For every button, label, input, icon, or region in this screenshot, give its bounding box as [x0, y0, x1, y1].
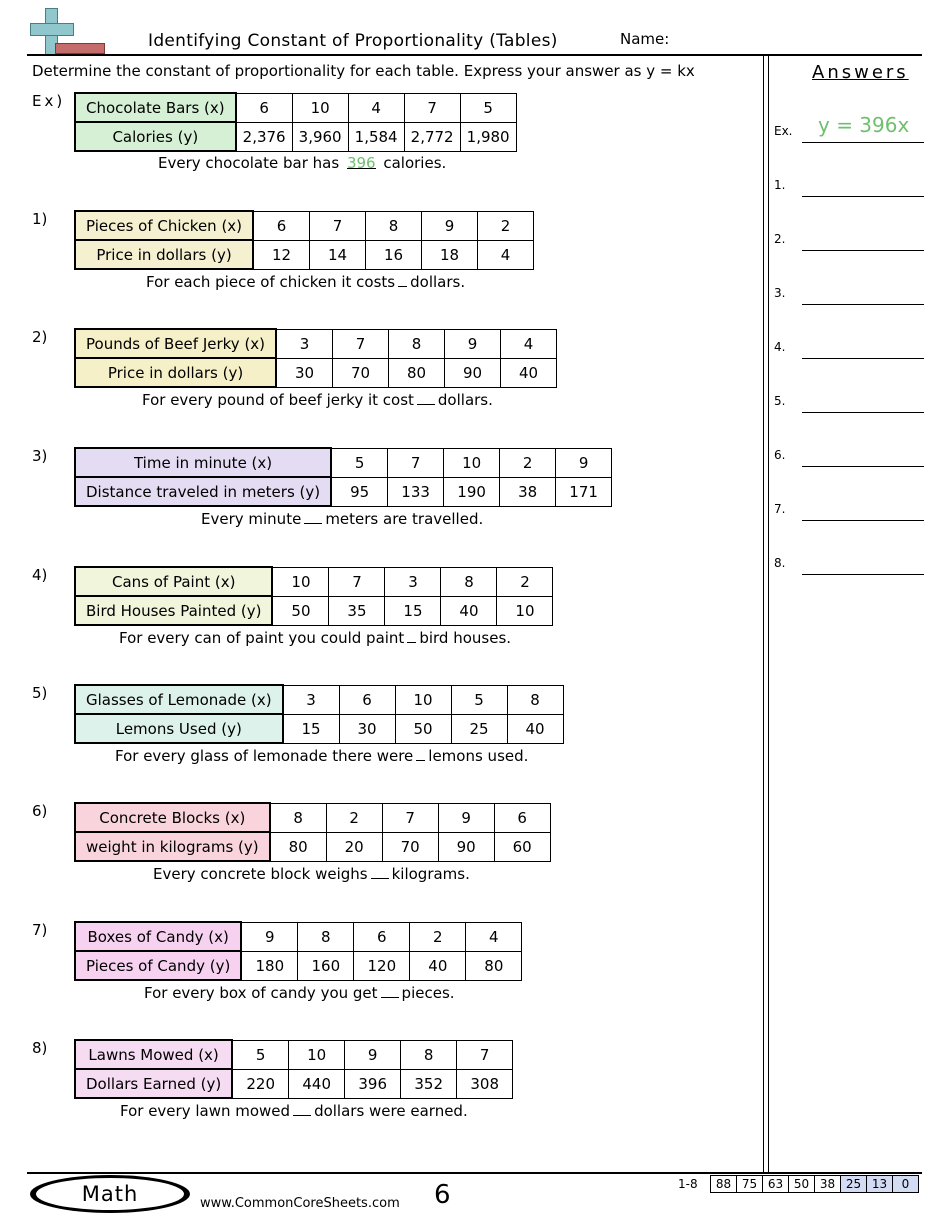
problem-number: 2): [32, 328, 48, 346]
y-header: Price in dollars (y): [75, 358, 276, 387]
problem-number: 7): [32, 921, 48, 939]
answer-label: 1.: [774, 178, 786, 192]
x-value: 5: [232, 1040, 289, 1069]
problem-table: [74, 921, 522, 981]
score-cell: 38: [815, 1176, 841, 1193]
y-header: Distance traveled in meters (y): [75, 477, 331, 506]
table-row-y: [75, 240, 534, 269]
y-value: 25: [451, 714, 507, 743]
table-row-x: [75, 211, 534, 240]
x-header: Lawns Mowed (x): [75, 1040, 232, 1069]
problem-sentence: [144, 983, 455, 1002]
y-value: 80: [466, 951, 522, 980]
x-value: 7: [404, 93, 460, 122]
answer-blank[interactable]: [293, 1101, 311, 1116]
answer-line[interactable]: [802, 574, 924, 575]
x-value: 9: [345, 1040, 401, 1069]
sentence-before: For each piece of chicken it costs: [146, 273, 396, 291]
sentence-before: For every glass of lemonade there were: [115, 747, 414, 765]
y-value: 4: [478, 240, 534, 269]
problem-table: [74, 802, 551, 862]
x-value: 7: [310, 211, 366, 240]
x-value: 4: [348, 93, 404, 122]
problem-sentence: [142, 390, 493, 409]
y-value: 12: [253, 240, 310, 269]
answer-line[interactable]: [802, 196, 924, 197]
x-value: 6: [236, 93, 293, 122]
y-value: 30: [276, 358, 333, 387]
problem-table: [74, 566, 553, 626]
x-value: 5: [451, 685, 507, 714]
problem-sentence: [153, 864, 470, 883]
score-cell: 13: [867, 1176, 893, 1193]
sentence-after: dollars.: [410, 273, 466, 291]
x-value: 2: [500, 448, 556, 477]
x-value: 8: [441, 567, 497, 596]
example-answer-blank: 396: [346, 154, 376, 172]
problem-number: 8): [32, 1039, 48, 1057]
answer-line[interactable]: [802, 466, 924, 467]
table-row-y: [75, 832, 550, 861]
table-row-x: [75, 448, 612, 477]
y-value: 120: [354, 951, 410, 980]
y-value: 133: [388, 477, 444, 506]
y-header: weight in kilograms (y): [75, 832, 270, 861]
problem-sentence: [146, 272, 465, 291]
x-value: 10: [289, 1040, 345, 1069]
answer-label: 2.: [774, 232, 786, 246]
x-header: Chocolate Bars (x): [75, 93, 236, 122]
footer-rule: [27, 1172, 922, 1174]
x-value: 8: [298, 922, 354, 951]
x-header: Cans of Paint (x): [75, 567, 272, 596]
problem-table: [74, 684, 564, 744]
answer-divider-left: [763, 56, 764, 1172]
answer-divider-right: [768, 56, 769, 1172]
y-value: 190: [444, 477, 500, 506]
answer-label-example: Ex.: [774, 124, 793, 138]
y-value: 15: [283, 714, 340, 743]
x-header: Pieces of Chicken (x): [75, 211, 253, 240]
website-link[interactable]: www.CommonCoreSheets.com: [200, 1196, 400, 1211]
y-header: Price in dollars (y): [75, 240, 253, 269]
answer-line[interactable]: [802, 358, 924, 359]
table-row-x: [75, 329, 557, 358]
answer-blank[interactable]: [416, 746, 425, 761]
y-value: 1,980: [460, 122, 516, 151]
x-value: 10: [292, 93, 348, 122]
y-value: 30: [339, 714, 395, 743]
table-row-x: [75, 1040, 513, 1069]
sentence-after: calories.: [383, 154, 447, 172]
x-value: 6: [339, 685, 395, 714]
answer-line[interactable]: [802, 304, 924, 305]
x-value: 3: [385, 567, 441, 596]
y-value: 14: [310, 240, 366, 269]
answer-blank[interactable]: [371, 864, 389, 879]
y-value: 90: [445, 358, 501, 387]
x-value: 8: [270, 803, 327, 832]
x-value: 2: [326, 803, 382, 832]
score-range-label: 1-8: [678, 1177, 698, 1191]
problem-sentence: [201, 509, 483, 528]
x-header: Pounds of Beef Jerky (x): [75, 329, 276, 358]
x-value: 10: [395, 685, 451, 714]
y-value: 70: [333, 358, 389, 387]
sentence-before: Every concrete block weighs: [153, 865, 368, 883]
score-cell: 88: [711, 1176, 737, 1193]
problem-sentence: [119, 628, 511, 647]
y-value: 1,584: [348, 122, 404, 151]
problem-number: 5): [32, 684, 48, 702]
x-header: Concrete Blocks (x): [75, 803, 270, 832]
table-row-y: [75, 714, 563, 743]
problem-number: 6): [32, 802, 48, 820]
x-value: 7: [382, 803, 438, 832]
y-value: 40: [501, 358, 557, 387]
sentence-before: For every box of candy you get: [144, 984, 378, 1002]
sentence-after: dollars were earned.: [314, 1102, 468, 1120]
x-value: 2: [478, 211, 534, 240]
y-header: Lemons Used (y): [75, 714, 283, 743]
sentence-before: Every chocolate bar has: [158, 154, 340, 172]
problem-number: 4): [32, 566, 48, 584]
table-row-y: [75, 1069, 513, 1098]
x-value: 9: [241, 922, 298, 951]
y-value: 18: [422, 240, 478, 269]
answer-line[interactable]: [802, 412, 924, 413]
x-value: 9: [438, 803, 494, 832]
x-value: 6: [494, 803, 550, 832]
sentence-before: For every pound of beef jerky it cost: [142, 391, 414, 409]
y-value: 440: [289, 1069, 345, 1098]
x-value: 8: [507, 685, 563, 714]
header-rule: [27, 54, 922, 56]
example-sentence: [158, 154, 446, 172]
instructions: Determine the constant of proportionality for each table. Express your answer as y = kx: [32, 62, 695, 80]
score-cell: 75: [737, 1176, 763, 1193]
example-label: Ex): [32, 92, 66, 110]
answer-label: 8.: [774, 556, 786, 570]
table-row-y: [75, 951, 522, 980]
answer-blank[interactable]: [417, 390, 435, 405]
y-value: 2,772: [404, 122, 460, 151]
score-cell: 25: [841, 1176, 867, 1193]
x-header: Boxes of Candy (x): [75, 922, 241, 951]
answers-title: Answers: [812, 62, 909, 83]
answer-label: 3.: [774, 286, 786, 300]
y-value: 160: [298, 951, 354, 980]
x-value: 9: [422, 211, 478, 240]
x-value: 8: [366, 211, 422, 240]
sentence-before: Every minute: [201, 510, 302, 528]
sentence-after: bird houses.: [419, 629, 512, 647]
x-value: 7: [388, 448, 444, 477]
y-value: 15: [385, 596, 441, 625]
table-row-x: [75, 685, 563, 714]
score-cell: 63: [763, 1176, 789, 1193]
y-value: 80: [389, 358, 445, 387]
y-value: 2,376: [236, 122, 293, 151]
y-value: 180: [241, 951, 298, 980]
answer-blank[interactable]: [381, 983, 399, 998]
sentence-after: lemons used.: [428, 747, 529, 765]
logo-plus-horizontal: [30, 23, 74, 36]
example-table: [74, 92, 517, 152]
problem-number: 1): [32, 210, 48, 228]
x-value: 2: [410, 922, 466, 951]
y-value: 3,960: [292, 122, 348, 151]
math-badge: Math: [36, 1178, 184, 1210]
problem-sentence: [115, 746, 528, 765]
example-answer: y = 396x: [818, 113, 910, 137]
x-value: 5: [460, 93, 516, 122]
sentence-after: meters are travelled.: [325, 510, 484, 528]
y-value: 50: [272, 596, 329, 625]
y-value: 40: [507, 714, 563, 743]
x-value: 4: [466, 922, 522, 951]
x-value: 9: [445, 329, 501, 358]
table-row-y: [75, 596, 553, 625]
y-value: 16: [366, 240, 422, 269]
score-cell: 0: [893, 1176, 919, 1193]
y-header: Dollars Earned (y): [75, 1069, 232, 1098]
x-value: 4: [501, 329, 557, 358]
sentence-before: For every lawn mowed: [120, 1102, 291, 1120]
table-row-y: [75, 477, 612, 506]
x-value: 7: [457, 1040, 513, 1069]
name-label: Name:: [620, 30, 670, 48]
x-value: 6: [354, 922, 410, 951]
x-value: 10: [272, 567, 329, 596]
sentence-after: dollars.: [437, 391, 493, 409]
y-value: 220: [232, 1069, 289, 1098]
x-value: 2: [497, 567, 553, 596]
table-row-x: [75, 922, 522, 951]
x-value: 7: [329, 567, 385, 596]
x-value: 10: [444, 448, 500, 477]
y-value: 308: [457, 1069, 513, 1098]
answer-line[interactable]: [802, 520, 924, 521]
table-row-x: [75, 93, 516, 122]
y-value: 20: [326, 832, 382, 861]
x-value: 3: [276, 329, 333, 358]
score-cell: 50: [789, 1176, 815, 1193]
answer-label: 6.: [774, 448, 786, 462]
problem-table: [74, 328, 557, 388]
answer-label: 5.: [774, 394, 786, 408]
x-header: Time in minute (x): [75, 448, 331, 477]
x-value: 7: [333, 329, 389, 358]
answer-label: 4.: [774, 340, 786, 354]
table-row-y: [75, 122, 516, 151]
logo-minus-bar: [55, 43, 105, 54]
x-value: 5: [331, 448, 388, 477]
y-header: Calories (y): [75, 122, 236, 151]
answer-label: 7.: [774, 502, 786, 516]
y-header: Pieces of Candy (y): [75, 951, 241, 980]
page-title: Identifying Constant of Proportionality (Tables): [148, 31, 558, 51]
x-header: Glasses of Lemonade (x): [75, 685, 283, 714]
x-value: 8: [401, 1040, 457, 1069]
x-value: 9: [556, 448, 612, 477]
x-value: 6: [253, 211, 310, 240]
problem-table: [74, 210, 534, 270]
y-value: 40: [441, 596, 497, 625]
table-row-y: [75, 358, 557, 387]
sentence-after: kilograms.: [391, 865, 470, 883]
y-value: 40: [410, 951, 466, 980]
problem-table: [74, 1039, 513, 1099]
sentence-before: For every can of paint you could paint: [119, 629, 405, 647]
y-value: 352: [401, 1069, 457, 1098]
y-value: 90: [438, 832, 494, 861]
answer-blank[interactable]: [407, 628, 416, 643]
x-value: 8: [389, 329, 445, 358]
y-value: 396: [345, 1069, 401, 1098]
y-header: Bird Houses Painted (y): [75, 596, 272, 625]
problem-table: [74, 447, 612, 507]
y-value: 35: [329, 596, 385, 625]
y-value: 60: [494, 832, 550, 861]
x-value: 3: [283, 685, 340, 714]
page-number: 6: [434, 1180, 451, 1210]
problem-number: 3): [32, 447, 48, 465]
answer-line[interactable]: [802, 250, 924, 251]
problem-sentence: [120, 1101, 468, 1120]
answer-blank[interactable]: [304, 509, 322, 524]
y-value: 171: [556, 477, 612, 506]
sentence-after: pieces.: [401, 984, 455, 1002]
table-row-x: [75, 567, 553, 596]
answer-blank[interactable]: [398, 272, 407, 287]
y-value: 95: [331, 477, 388, 506]
y-value: 10: [497, 596, 553, 625]
table-row-x: [75, 803, 550, 832]
y-value: 38: [500, 477, 556, 506]
answer-line-example: [802, 142, 924, 143]
y-value: 80: [270, 832, 327, 861]
score-table: [710, 1175, 919, 1193]
y-value: 50: [395, 714, 451, 743]
y-value: 70: [382, 832, 438, 861]
